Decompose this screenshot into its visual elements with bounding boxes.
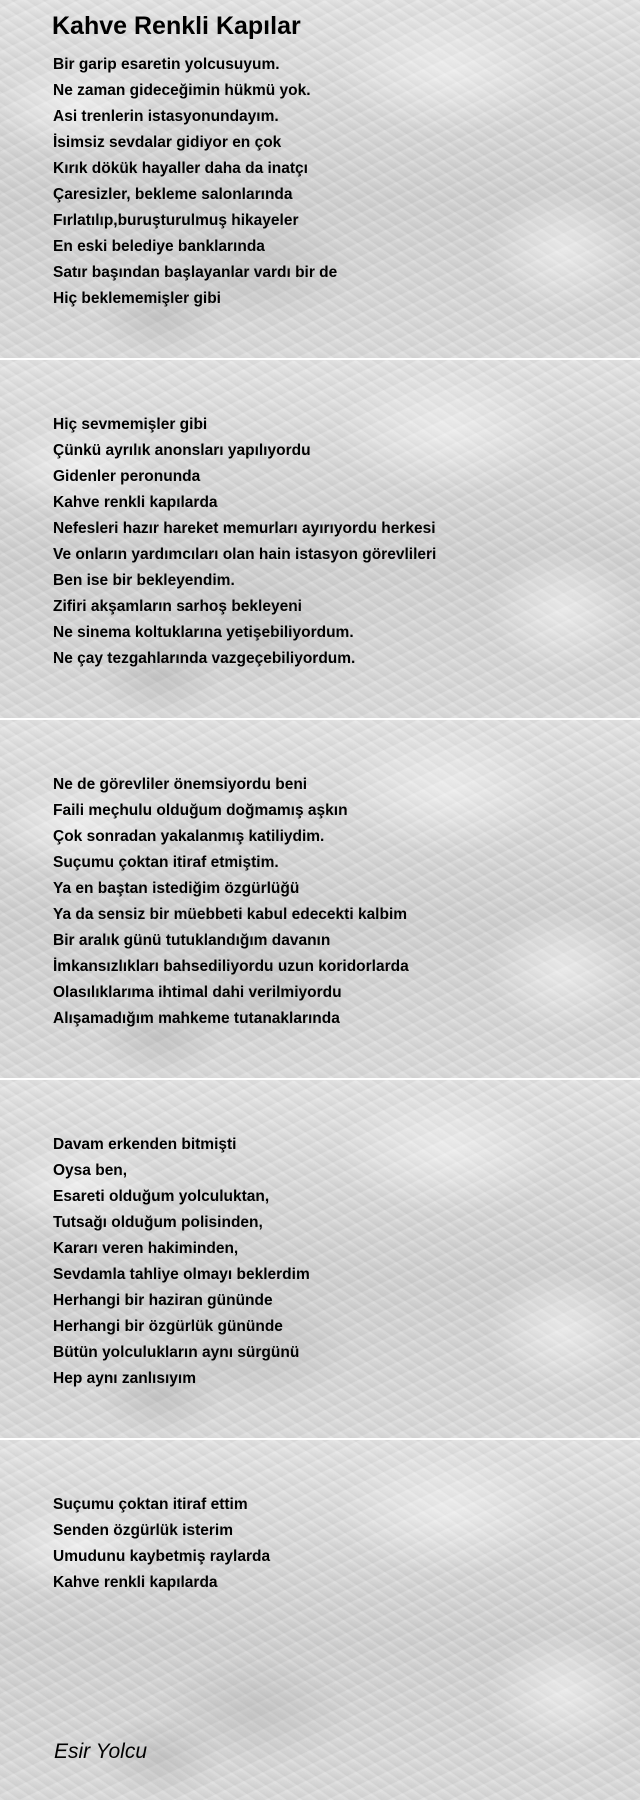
poem-line: Davam erkenden bitmişti [53,1136,237,1153]
poem-line: Kahve renkli kapılarda [53,1574,218,1591]
poem-line: Kararı veren hakiminden, [53,1240,239,1257]
poem-line: Bir aralık günü tutuklandığım davanın [53,932,331,949]
poem-line: Kahve renkli kapılarda [53,494,218,511]
poem-line: Zifiri akşamların sarhoş bekleyeni [53,598,302,615]
poem-line: Fırlatılıp,buruşturulmuş hikayeler [53,212,299,229]
poem-line: Kırık dökük hayaller daha da inatçı [53,160,308,177]
poem-line: Oysa ben, [53,1162,128,1179]
poem-author: Esir Yolcu [54,1740,147,1763]
poem-line: Hiç sevmemişler gibi [53,416,208,433]
poem-line: En eski belediye banklarında [53,238,265,255]
poem-line: Nefesleri hazır hareket memurları ayırıyordu herkesi [53,520,436,537]
poem-line: Bütün yolculukların aynı sürgünü [53,1344,300,1361]
poem-line: Asi trenlerin istasyonundayım. [53,108,279,125]
poem-line: Ben ise bir bekleyendim. [53,572,235,589]
stanza-5 [53,1492,270,1596]
stanza-3 [53,772,409,1032]
poem-line: Hiç beklememişler gibi [53,290,221,307]
poem-line: Çünkü ayrılık anonsları yapılıyordu [53,442,311,459]
poem-line: Ne çay tezgahlarında vazgeçebiliyordum. [53,650,356,667]
poem-line: Herhangi bir özgürlük gününde [53,1318,283,1335]
stanza-4 [53,1132,310,1392]
poem-line: Ve onların yardımcıları olan hain istasyon görevlileri [53,546,437,563]
poem-line: Alışamadığım mahkeme tutanaklarında [53,1010,340,1027]
poem-line: Esareti olduğum yolculuktan, [53,1188,270,1205]
poem-line: Umudunu kaybetmiş raylarda [53,1548,271,1565]
poem-line: Ne sinema koltuklarına yetişebiliyordum. [53,624,354,641]
poem-line: Ya da sensiz bir müebbeti kabul edecekti kalbim [53,906,408,923]
poem-line: Çok sonradan yakalanmış katiliydim. [53,828,325,845]
poem-line: Çaresizler, bekleme salonlarında [53,186,293,203]
poem-line: Ne de görevliler önemsiyordu beni [53,776,308,793]
poem-line: Suçumu çoktan itiraf etmiştim. [53,854,279,871]
poem-line: Gidenler peronunda [53,468,201,485]
poem-line: Ne zaman gideceğimin hükmü yok. [53,82,311,99]
stanza-1 [53,52,337,312]
poem-line: Hep aynı zanlısıyım [53,1370,196,1387]
poem-line: İmkansızlıkları bahsediliyordu uzun koridorlarda [53,958,409,975]
poem-title: Kahve Renkli Kapılar [52,12,301,40]
poem-line: Senden özgürlük isterim [53,1522,234,1539]
poem-line: Sevdamla tahliye olmayı beklerdim [53,1266,310,1283]
poem-line: Olasılıklarıma ihtimal dahi verilmiyordu [53,984,342,1001]
poem-line: Suçumu çoktan itiraf ettim [53,1496,248,1513]
poem-line: Ya en baştan istediğim özgürlüğü [53,880,300,897]
stanza-2 [53,412,436,672]
poem-line: Herhangi bir haziran gününde [53,1292,273,1309]
poem-line: Faili meçhulu olduğum doğmamış aşkın [53,802,348,819]
poem-line: İsimsiz sevdalar gidiyor en çok [53,134,282,151]
poem-line: Satır başından başlayanlar vardı bir de [53,264,338,281]
poem-line: Bir garip esaretin yolcusuyum. [53,56,280,73]
poem-line: Tutsağı olduğum polisinden, [53,1214,263,1231]
